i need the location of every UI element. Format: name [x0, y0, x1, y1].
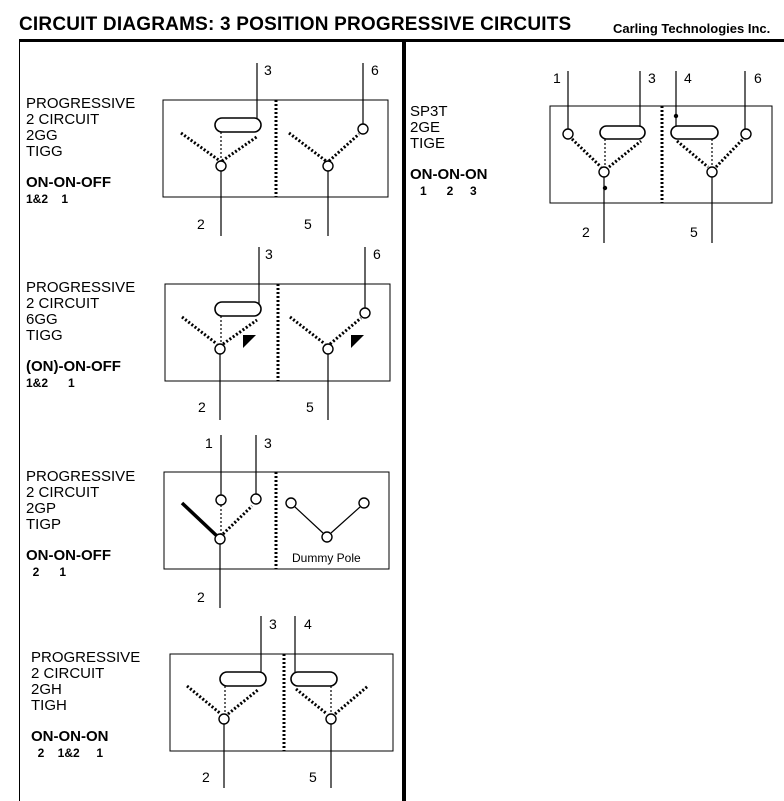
terminal-5-label: 5 — [309, 769, 317, 785]
circuit-5-line-3: TIGE — [410, 135, 446, 152]
terminal-5-node — [326, 714, 336, 724]
circuit-4-diagram — [165, 613, 400, 793]
circuit-2-diagram — [160, 242, 395, 422]
dummy-node-right — [359, 498, 369, 508]
circuit-4-line-3: 2GH — [31, 681, 62, 698]
terminal-2-node — [216, 161, 226, 171]
circuit-3-diagram — [160, 430, 395, 610]
circuit-5-line-1: SP3T — [410, 103, 448, 120]
terminal-2-label: 2 — [197, 589, 205, 605]
circuit-2-positions: (ON)-ON-OFF — [26, 358, 121, 375]
terminal-2-label: 2 — [197, 216, 205, 232]
circuit-4-positions: ON-ON-ON — [31, 728, 109, 745]
terminal-4-label: 4 — [304, 616, 312, 632]
terminal-6-label: 6 — [754, 70, 762, 86]
momentary-arrow-icon — [243, 335, 256, 348]
circuit-1-position-numbers: 1&2 1 — [26, 192, 69, 206]
terminal-2-node — [215, 534, 225, 544]
circuit-5-wiper-2-right — [716, 139, 743, 167]
circuit-4-line-2: 2 CIRCUIT — [31, 665, 105, 682]
circuit-3-labels — [26, 469, 135, 579]
circuit-3-positions: ON-ON-OFF — [26, 547, 111, 564]
dummy-wiper-left — [295, 507, 323, 533]
terminal-1-node — [216, 495, 226, 505]
circuit-1-line-4: TIGG — [26, 143, 63, 160]
dummy-pole-label: Dummy Pole — [292, 551, 361, 565]
circuit-1-contact-bar — [215, 118, 261, 132]
circuit-5-wiper-left — [572, 139, 601, 167]
circuit-1-wiper-left — [181, 133, 220, 161]
circuit-5-contact-bar-left — [600, 126, 645, 139]
circuit-4-wiper-left — [187, 686, 221, 714]
circuit-4-line-4: TIGH — [31, 697, 67, 714]
terminal-2-node — [599, 167, 609, 177]
circuit-2-wiper-left — [182, 317, 217, 344]
terminal-3-label: 3 — [269, 616, 277, 632]
circuit-2-line-4: TIGG — [26, 327, 63, 344]
terminal-2-node — [215, 344, 225, 354]
terminal-2-label: 2 — [198, 399, 206, 415]
terminal-5-node — [323, 344, 333, 354]
circuit-2-labels — [26, 280, 135, 390]
circuit-1-positions: ON-ON-OFF — [26, 174, 111, 191]
circuit-5-labels — [410, 104, 488, 198]
circuit-4-contact-bar-right — [291, 672, 337, 686]
company-name: Carling Technologies Inc. — [613, 21, 771, 36]
terminal-5-node — [323, 161, 333, 171]
circuit-3-position-numbers: 2 1 — [26, 565, 67, 579]
circuit-4-contact-bar-left — [220, 672, 266, 686]
terminal-2-node — [219, 714, 229, 724]
circuit-1-wiper-2-left — [289, 133, 326, 161]
circuit-1-line-3: 2GG — [26, 127, 58, 144]
terminal-3-node — [251, 494, 261, 504]
terminal-3-label: 3 — [265, 246, 273, 262]
terminal-5-label: 5 — [306, 399, 314, 415]
terminal-6-node — [360, 308, 370, 318]
circuit-1-wiper-right — [222, 136, 258, 161]
circuit-3-line-4: TIGP — [26, 516, 62, 533]
circuit-4-wiper-2-right — [335, 686, 368, 714]
terminal-6-label: 6 — [373, 246, 381, 262]
terminal-3-label: 3 — [264, 62, 272, 78]
circuit-3-actuator — [182, 503, 218, 537]
circuit-4-position-numbers: 2 1&2 1 — [31, 746, 104, 760]
terminal-5-label: 5 — [690, 224, 698, 240]
terminal-3-label: 3 — [264, 435, 272, 451]
page-title: CIRCUIT DIAGRAMS: 3 POSITION PROGRESSIVE CIRCUITS — [19, 14, 572, 35]
circuit-2-position-numbers: 1&2 1 — [26, 376, 75, 390]
circuit-1-diagram — [160, 58, 395, 238]
circuit-5-line-2: 2GE — [410, 119, 441, 136]
momentary-arrow-icon — [351, 335, 364, 348]
terminal-2-label: 2 — [202, 769, 210, 785]
terminal-5-label: 5 — [304, 216, 312, 232]
circuit-4-wiper-2-left — [296, 689, 327, 714]
circuit-5-contact-bar-right — [671, 126, 718, 139]
circuit-2-wiper-right — [223, 320, 257, 344]
terminal-6-node — [741, 129, 751, 139]
circuit-4-line-1: PROGRESSIVE — [31, 649, 141, 666]
circuit-2-line-1: PROGRESSIVE — [26, 279, 136, 296]
circuit-4-housing — [170, 654, 393, 751]
terminal-1-node — [563, 129, 573, 139]
circuit-2-line-2: 2 CIRCUIT — [26, 295, 100, 312]
circuit-3-line-1: PROGRESSIVE — [26, 468, 136, 485]
circuit-5-positions: ON-ON-ON — [410, 166, 488, 183]
circuit-1-line-2: 2 CIRCUIT — [26, 111, 100, 128]
circuit-2-contact-bar — [215, 302, 261, 316]
circuit-1-labels — [26, 96, 135, 206]
circuit-5-diagram — [545, 63, 775, 248]
circuit-5-junction-dot-2 — [674, 114, 678, 118]
dummy-node-common — [322, 532, 332, 542]
terminal-5-node — [707, 167, 717, 177]
circuit-5-position-numbers: 1 2 3 — [410, 184, 477, 198]
circuit-1-wiper-2-right — [329, 134, 359, 161]
circuit-3-line-2: 2 CIRCUIT — [26, 484, 100, 501]
circuit-5-wiper-right — [609, 141, 641, 167]
terminal-3-label: 3 — [648, 70, 656, 86]
terminal-1-label: 1 — [553, 70, 561, 86]
dummy-node-left — [286, 498, 296, 508]
terminal-6-node — [358, 124, 368, 134]
circuit-2-wiper-2-left — [290, 317, 325, 344]
circuit-3-line-3: 2GP — [26, 500, 57, 517]
circuit-4-labels — [31, 650, 140, 760]
left-border — [19, 39, 20, 801]
terminal-2-label: 2 — [582, 224, 590, 240]
terminal-6-label: 6 — [371, 62, 379, 78]
terminal-4-label: 4 — [684, 70, 692, 86]
circuit-2-line-3: 6GG — [26, 311, 58, 328]
circuit-1-line-1: PROGRESSIVE — [26, 95, 136, 112]
circuit-3-wiper-right — [223, 506, 252, 534]
column-divider — [402, 39, 406, 801]
dummy-wiper-right — [331, 507, 360, 533]
terminal-1-label: 1 — [205, 435, 213, 451]
circuit-4-wiper-right — [228, 689, 259, 714]
circuit-5-wiper-2-left — [677, 141, 708, 167]
